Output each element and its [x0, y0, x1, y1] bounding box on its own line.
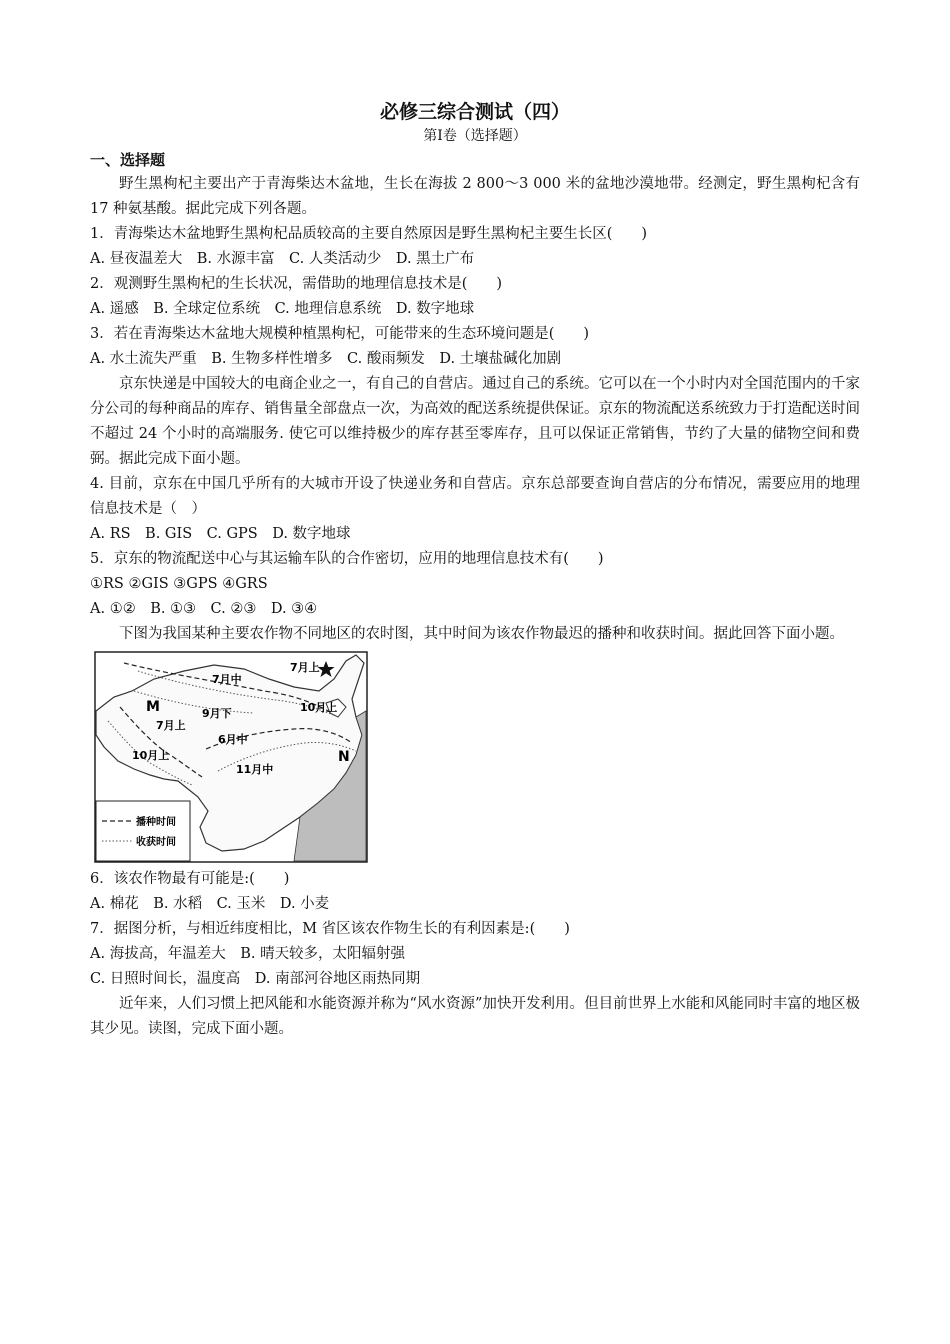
- legend-harvest-label: 收获时间: [136, 837, 176, 848]
- page-title: 必修三综合测试（四）: [379, 101, 570, 123]
- label-jul-mid: 7月中: [212, 673, 242, 686]
- question-7-options-2: C. 日照时间长，温度高 D. 南部河谷地区雨热同期: [90, 971, 421, 987]
- passage-3: 下图为我国某种主要农作物不同地区的农时图，其中时间为该农作物最迟的播种和收获时间。据此回答下面小题。: [119, 626, 844, 642]
- label-nov-mid: 11月中: [236, 763, 274, 776]
- crop-calendar-map: [94, 651, 368, 863]
- label-jun-mid: 6月中: [218, 733, 248, 746]
- question-3-options: A. 水土流失严重 B. 生物多样性增多 C. 酸雨频发 D. 土壤盐碱化加剧: [90, 351, 562, 367]
- question-1-stem: 1．青海柴达木盆地野生黑枸杞品质较高的主要自然原因是野生黑枸杞主要生长区( ): [90, 226, 648, 242]
- question-7-stem: 7．据图分析，与相近纬度相比，M 省区该农作物生长的有利因素是:( ): [90, 921, 570, 937]
- question-2-stem: 2．观测野生黑枸杞的生长状况，需借助的地理信息技术是( ): [90, 276, 503, 292]
- label-m: M: [146, 699, 160, 715]
- question-7-options-1: A. 海拔高，年温差大 B. 晴天较多，太阳辐射强: [90, 946, 406, 962]
- question-1-options: A. 昼夜温差大 B. 水源丰富 C. 人类活动少 D. 黑土广布: [90, 251, 475, 267]
- passage-2: 京东快递是中国较大的电商企业之一，有自己的自营店。通过自己的系统。它可以在一个小时内对全国范围内的千家分公司的每种商品的库存、销售量全部盘点一次，为高效的配送系统提供保证。京东的物流配送系统致力于打造配送时间不超过 24 个小时的高端服务. 使它可以维持极少的库存甚至零库存，且可以保证正常销售，节约了大量的储物空间和费弼。据此完成下面小题。: [90, 376, 860, 467]
- document-page: [90, 98, 860, 1042]
- section-heading: 一、选择题: [90, 151, 166, 169]
- page-subtitle: 第Ⅰ卷（选择题）: [423, 128, 527, 144]
- question-5-options: A. ①② B. ①③ C. ②③ D. ③④: [90, 601, 318, 617]
- map-legend: [96, 801, 190, 861]
- question-4-options: A. RS B. GIS C. GPS D. 数字地球: [90, 526, 351, 542]
- legend-sowing-label: 播种时间: [136, 817, 176, 828]
- label-jul-top-left: 7月上: [156, 719, 186, 732]
- label-sep-late: 9月下: [202, 707, 232, 720]
- passage-1: 野生黑枸杞主要出产于青海柴达木盆地，生长在海拔 2 800～3 000 米的盆地沙漠地带。经测定，野生黑枸杞含有 17 种氨基酸。据此完成下列各题。: [90, 176, 860, 217]
- question-4-stem: 4. 目前，京东在中国几乎所有的大城市开设了快递业务和自营店。京东总部要查询自营店的分布情况，需要应用的地理信息技术是（ ）: [90, 476, 860, 517]
- label-oct-top-right: 10月上: [300, 701, 338, 714]
- question-2-options: A. 遥感 B. 全球定位系统 C. 地理信息系统 D. 数字地球: [90, 301, 475, 317]
- question-6-options: A. 棉花 B. 水稻 C. 玉米 D. 小麦: [90, 896, 330, 912]
- map-figure: [94, 651, 368, 863]
- question-3-stem: 3．若在青海柴达木盆地大规模种植黑枸杞，可能带来的生态环境问题是( ): [90, 326, 590, 342]
- label-jul-top: 7月上: [290, 661, 320, 674]
- label-n: N: [338, 749, 350, 765]
- question-5-items: ①RS ②GIS ③GPS ④GRS: [90, 576, 268, 592]
- passage-4: 近年来，人们习惯上把风能和水能资源并称为“风水资源”加快开发利用。但目前世界上水能和风能同时丰富的地区极其少见。读图，完成下面小题。: [90, 996, 860, 1037]
- question-6-stem: 6．该农作物最有可能是:( ): [90, 871, 290, 887]
- question-5-stem: 5．京东的物流配送中心与其运输车队的合作密切，应用的地理信息技术有( ): [90, 551, 604, 567]
- label-oct-top-left: 10月上: [132, 749, 170, 762]
